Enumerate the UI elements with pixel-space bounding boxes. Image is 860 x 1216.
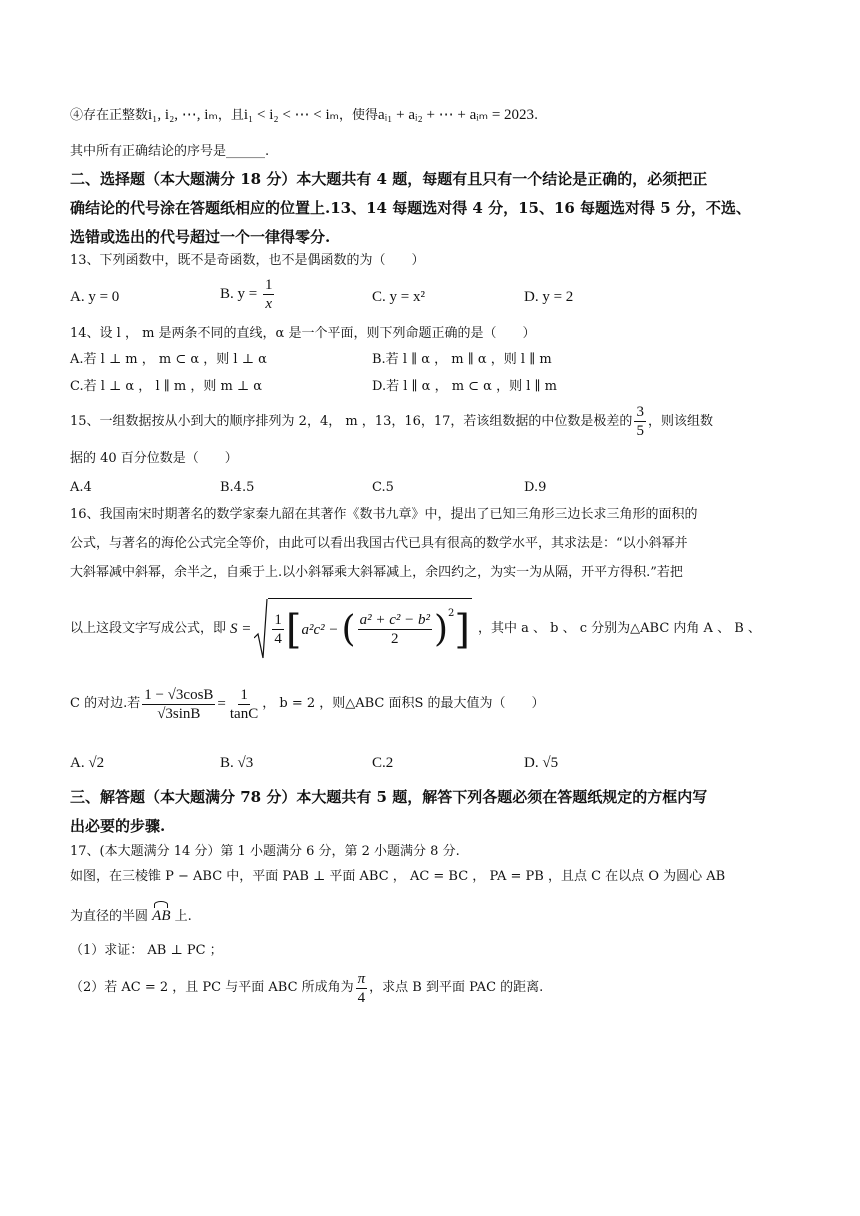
formula-s: S = — [230, 621, 252, 637]
q15-option-a: A.4 — [70, 480, 92, 495]
q13-b-num: 1 — [264, 277, 273, 293]
section3-line2: 出必要的步骤. — [70, 817, 166, 835]
quarter-den: 4 — [274, 631, 282, 647]
q16-condition-line — [70, 680, 545, 728]
q15-stem-pre: 15、一组数据按从小到大的顺序排列为 2，4， m ，13，16，17，若该组数据的中位数是极差的 — [70, 414, 633, 429]
q17-p2-post: ，求点 B 到平面 PAC 的距离. — [369, 980, 544, 995]
p2-num: π — [357, 970, 366, 987]
q16-line3: 大斜幂减中斜幂，余半之，自乘于上.以小斜幂乘大斜幂减上，余四约之，为实一为从隔，开平方得积.”若把 — [70, 565, 683, 580]
cond-rden: tanC — [229, 705, 259, 722]
q16-line2: 公式，与著名的海伦公式完全等价，由此可以看出我国古代已具有很高的数学水平，其求法是：“以小斜幂并 — [70, 536, 688, 551]
q15-option-b: B.4.5 — [220, 480, 255, 495]
item4-ineq: i₁ < i₂ < ⋯ < iₘ — [243, 107, 340, 123]
q15-option-c: C.5 — [372, 480, 394, 495]
q17-line1: 如图，在三棱锥 P − ABC 中，平面 PAB ⊥ 平面 ABC ， AC = BC ， PA = PB ，且点 C 在以点 O 为圆心 AB — [70, 869, 726, 884]
q15-stem — [70, 403, 713, 440]
q16-option-c: C.2 — [372, 755, 394, 771]
item4-seq: i₁, i₂, ⋯, iₘ — [148, 107, 218, 123]
inner-num: a² + c² − b² — [359, 612, 430, 628]
q14-stem: 14、设 l ， m 是两条不同的直线，α 是一个平面，则下列命题正确的是（ ） — [70, 326, 536, 341]
square-exp: 2 — [448, 608, 455, 619]
q17-line2-post: 上. — [174, 909, 192, 924]
q15-fraction — [634, 403, 646, 440]
q13-b-pre: B. y = — [220, 285, 258, 302]
item4-sum: aᵢ₁ + aᵢ₂ + ⋯ + aᵢₘ = 2023 — [378, 107, 535, 123]
q17-part2 — [70, 966, 543, 1010]
radical-sign-icon — [254, 598, 268, 660]
q13-option-c: C. y = x² — [372, 289, 425, 305]
q16-option-d: D. √5 — [524, 755, 559, 771]
q13-option-b — [220, 276, 276, 313]
q16-option-a: A. √2 — [70, 755, 105, 771]
cond-den: √3sinB — [157, 705, 201, 722]
section2-line3: 选错或选出的代号超过一个一律得零分. — [70, 228, 331, 246]
q13-option-a: A. y = 0 — [70, 289, 120, 305]
p2-den: 4 — [357, 989, 366, 1006]
q13-option-d: D. y = 2 — [524, 289, 574, 305]
item4-mid: ，且 — [217, 108, 244, 123]
q15-option-d: D.9 — [524, 480, 547, 495]
q17-line2-pre: 为直径的半圆 — [70, 909, 149, 924]
q15-stem-post: ，则该组数 — [647, 414, 713, 429]
q14-option-a: A.若 l ⊥ m ， m ⊂ α ，则 l ⊥ α — [70, 352, 267, 367]
item4-label: ④存在正整数 — [70, 108, 149, 123]
section2-line2: 确结论的代号涂在答题纸相应的位置上.13、14 每题选对得 4 分，15、16 每题选对得 5 分，不选、 — [70, 199, 751, 217]
q13-b-den: x — [265, 296, 273, 312]
q17-line2 — [70, 905, 192, 928]
item4-mid2: ，使得 — [339, 108, 379, 123]
q13-stem: 13、下列函数中，既不是奇函数，也不是偶函数的为（ ） — [70, 253, 425, 268]
formula-a2c2: a²c² − — [301, 621, 339, 638]
item-4 — [70, 104, 538, 127]
formula-sqrt: $\frac{1}{4}$ [ a²c² − ( $\frac{\text{a² + c² − b²}}{2}$ ) $^2$ ] — [254, 598, 472, 660]
section3-line1: 三、解答题（本大题满分 78 分）本大题共有 5 题，解答下列各题必须在答题纸规定的方框内写 — [70, 788, 708, 806]
q17-part1: （1）求证： AB ⊥ PC ； — [70, 943, 223, 958]
q17-p2-pre: （2）若 AC = 2 ，且 PC 与平面 ABC 所成角为 — [70, 980, 354, 995]
cond-rnum: 1 — [240, 686, 248, 703]
q16-option-b: B. √3 — [220, 755, 254, 771]
q15-frac-den: 5 — [636, 423, 644, 439]
q16-line1: 16、我国南宋时期著名的数学家秦九韶在其著作《数书九章》中，提出了已知三角形三边长求三角形的面积的 — [70, 507, 698, 522]
q15-line2: 据的 40 百分位数是（ ） — [70, 451, 238, 466]
q14-option-d: D.若 l ∥ α ， m ⊂ α ，则 l ∥ m — [372, 379, 557, 394]
q13-b-fraction — [263, 276, 275, 313]
section2-line1: 二、选择题（本大题满分 18 分）本大题共有 4 题，每题有且只有一个结论是正确的，必须把正 — [70, 170, 708, 188]
quarter-num: 1 — [274, 612, 282, 628]
q17-head: 17、(本大题满分 14 分）第 1 小题满分 6 分，第 2 小题满分 8 分. — [70, 844, 460, 859]
q16-line4-pre: 以上这段文字写成公式，即 — [70, 621, 227, 636]
q15-frac-num: 3 — [636, 404, 644, 420]
q16-line5-post: ， b = 2 ，则△ABC 面积S 的最大值为（ ） — [262, 696, 545, 711]
cond-num: 1 − √3cosB — [144, 686, 214, 703]
item4-end: . — [534, 108, 539, 123]
q16-line4-post: ，其中 a 、 b 、 c 分别为△ABC 内角 A 、 B 、 — [478, 621, 761, 636]
q16-formula-line — [70, 597, 761, 661]
q16-line5-pre: C 的对边.若 — [70, 696, 141, 711]
answer-blank-line: 其中所有正确结论的序号是______. — [70, 144, 270, 159]
cond-eq: = — [217, 696, 226, 712]
q14-option-b: B.若 l ∥ α ， m ∥ α ，则 l ∥ m — [372, 352, 552, 367]
arc-ab: AB — [152, 905, 170, 927]
q14-option-c: C.若 l ⊥ α ， l ∥ m ，则 m ⊥ α — [70, 379, 263, 394]
inner-den: 2 — [391, 631, 399, 647]
